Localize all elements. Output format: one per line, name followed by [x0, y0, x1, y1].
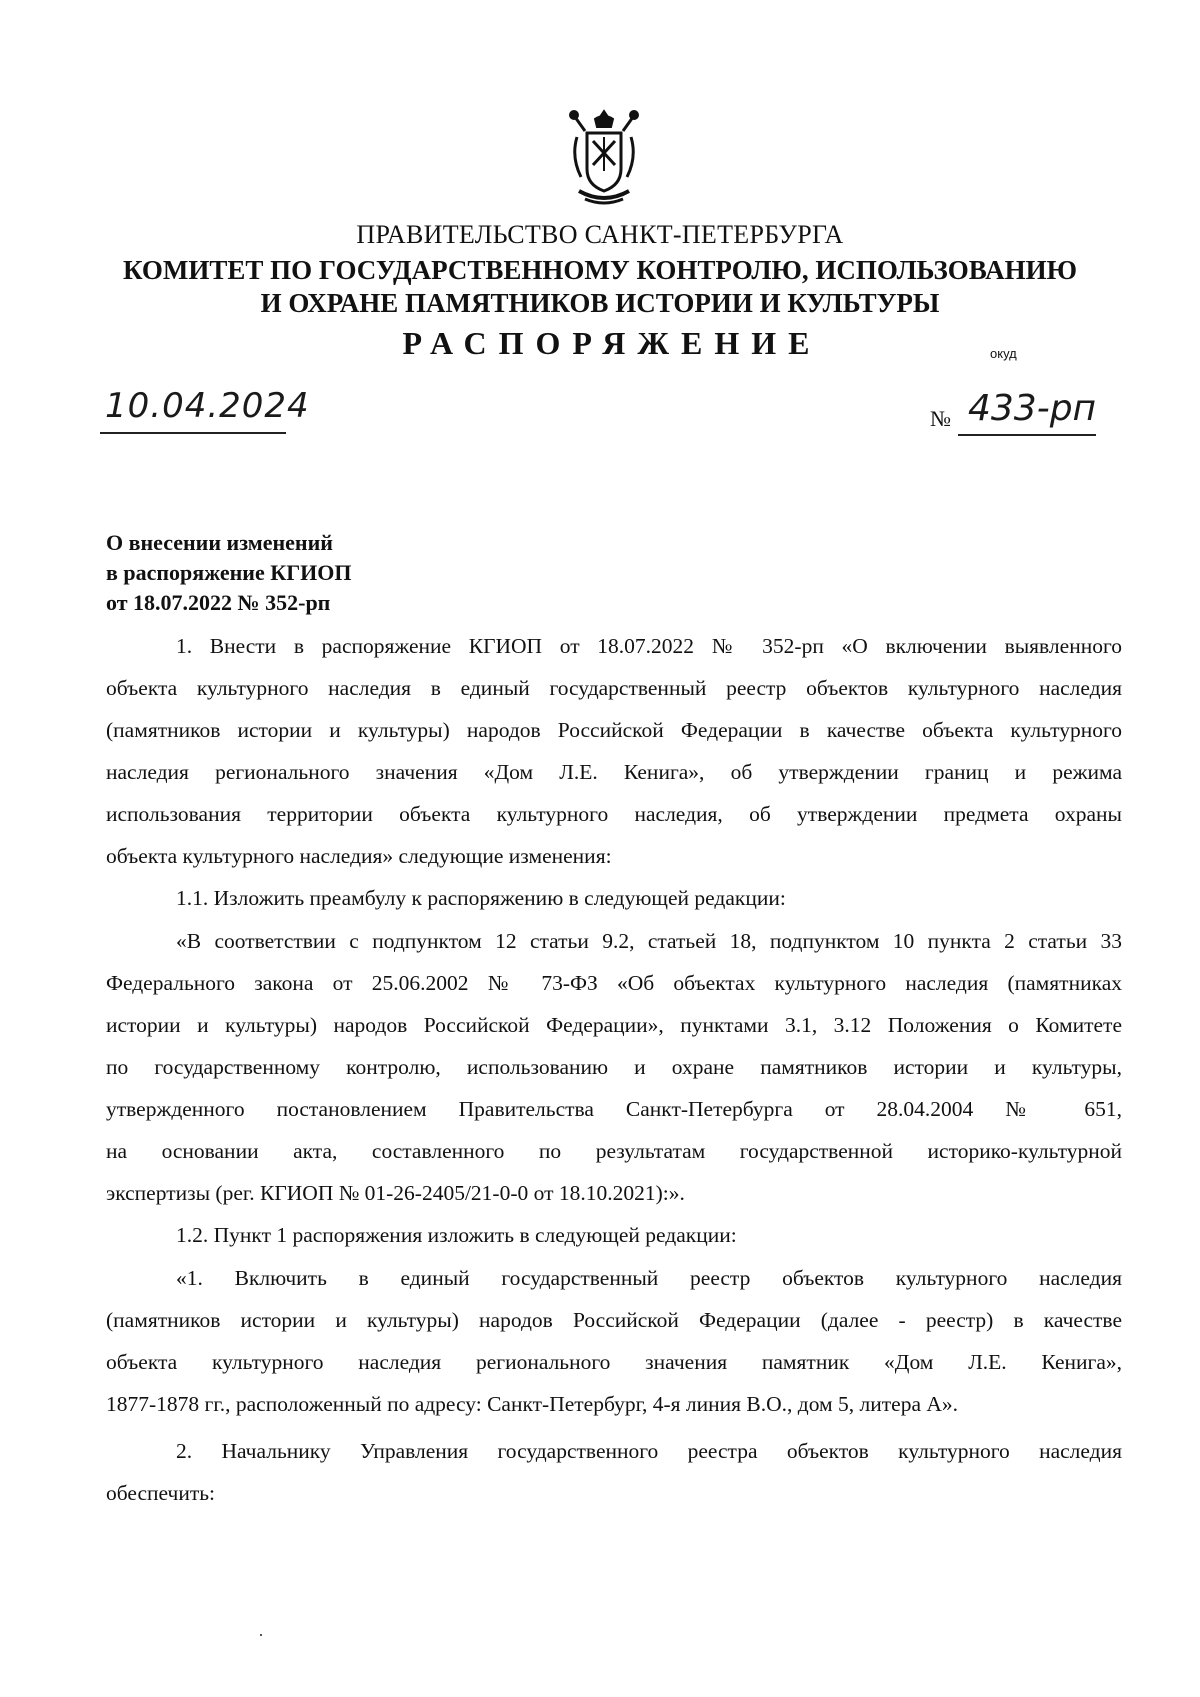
paragraph-line: 1. Внести в распоряжение КГИОП от 18.07.2022 № 352-рп «О включении выявленного	[176, 634, 1122, 658]
paragraph-2	[106, 1430, 1122, 1514]
paragraph-line: 1877-1878 гг., расположенный по адресу: Санкт-Петербург, 4-я линия В.О., дом 5, литера А».	[106, 1392, 959, 1416]
paragraph-1	[106, 625, 1122, 919]
handwritten-date: 10.04.2024	[105, 386, 310, 426]
paragraph-line: истории и культуры) народов Российской Федерации», пунктами 3.1, 3.12 Положения о Комитете	[106, 1013, 1122, 1037]
subject-line: в распоряжение КГИОП	[106, 560, 352, 585]
committee-name-line1: КОМИТЕТ ПО ГОСУДАРСТВЕННОМУ КОНТРОЛЮ, ИСПОЛЬЗОВАНИЮ	[123, 255, 1077, 285]
paragraph-1-1: 1.1. Изложить преамбулу к распоряжению в следующей редакции:	[176, 886, 786, 910]
document-subject	[106, 528, 352, 618]
paragraph-line: объекта культурного наследия регионального значения памятник «Дом Л.Е. Кенига»,	[106, 1350, 1122, 1374]
preamble-quote	[106, 920, 1122, 1256]
paragraph-line: объекта культурного наследия» следующие изменения:	[106, 844, 612, 868]
subject-line: от 18.07.2022 № 352-рп	[106, 590, 331, 615]
subject-line: О внесении изменений	[106, 530, 333, 555]
paragraph-1-2: 1.2. Пункт 1 распоряжения изложить в следующей редакции:	[176, 1223, 737, 1247]
handwritten-number: 433-рп	[968, 388, 1097, 429]
paragraph-line: наследия регионального значения «Дом Л.Е. Кенига», об утверждении границ и режима	[106, 760, 1122, 784]
paragraph-line: на основании акта, составленного по результатам государственной историко-культурной	[106, 1139, 1122, 1163]
number-underline	[958, 434, 1096, 436]
paragraph-line: (памятников истории и культуры) народов Российской Федерации (далее - реестр) в качестве	[106, 1308, 1122, 1332]
coat-of-arms-emblem	[565, 107, 643, 207]
paragraph-line: обеспечить:	[106, 1481, 216, 1505]
paragraph-line: Федерального закона от 25.06.2002 № 73-ФЗ «Об объектах культурного наследия (памятниках	[106, 971, 1122, 995]
committee-name-line2: И ОХРАНЕ ПАМЯТНИКОВ ИСТОРИИ И КУЛЬТУРЫ	[260, 288, 940, 318]
paragraph-line: 2. Начальнику Управления государственного реестра объектов культурного наследия	[176, 1439, 1122, 1463]
number-sign: №	[930, 406, 951, 431]
scan-speck	[260, 1634, 262, 1636]
paragraph-line: (памятников истории и культуры) народов Российской Федерации в качестве объекта культурного	[106, 718, 1122, 742]
okud-label: окуд	[990, 346, 1017, 361]
government-name: ПРАВИТЕЛЬСТВО САНКТ-ПЕТЕРБУРГА	[356, 220, 844, 249]
paragraph-line: по государственному контролю, использованию и охране памятников истории и культуры,	[106, 1055, 1122, 1079]
paragraph-line: «В соответствии с подпунктом 12 статьи 9.2, статьей 18, подпунктом 10 пункта 2 статьи 33	[176, 929, 1122, 953]
item-1-quote	[106, 1257, 1122, 1425]
paragraph-line: утвержденного постановлением Правительства Санкт-Петербурга от 28.04.2004 № 651,	[106, 1097, 1122, 1121]
paragraph-line: использования территории объекта культурного наследия, об утверждении предмета охраны	[106, 802, 1122, 826]
date-underline	[100, 432, 286, 434]
paragraph-line: экспертизы (рег. КГИОП № 01-26-2405/21-0-0 от 18.10.2021):».	[106, 1181, 685, 1205]
document-type-title: РАСПОРЯЖЕНИЕ	[402, 325, 822, 361]
paragraph-line: «1. Включить в единый государственный реестр объектов культурного наследия	[176, 1266, 1122, 1290]
paragraph-line: объекта культурного наследия в единый государственный реестр объектов культурного наследия	[106, 676, 1122, 700]
